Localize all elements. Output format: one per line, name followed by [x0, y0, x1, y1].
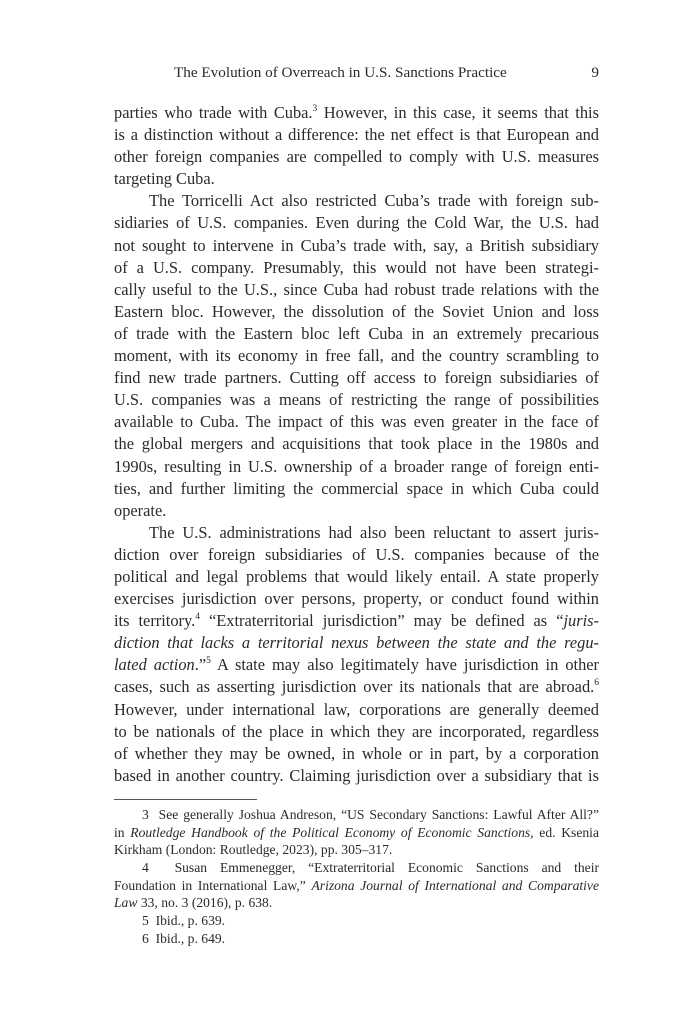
text-line: the global mergers and acquisitions that took place in the 1980s and [114, 434, 599, 454]
text-line: of trade with the Eastern bloc left Cuba in an extremely precarious [114, 323, 599, 343]
running-head [114, 62, 599, 84]
footnote [114, 859, 599, 912]
text-line: diction over foreign subsidiaries of U.S. companies because of the [114, 544, 599, 564]
text-line: ties, and further limiting the commercial space in which Cuba could [114, 478, 599, 498]
footnote-line: 5 Ibid., p. 639. [142, 913, 226, 929]
text-line: 1990s, resulting in U.S. ownership of a broader range of foreign enti- [114, 456, 599, 476]
footnote-number: 5 [142, 913, 156, 929]
footnote-line: 4 Susan Emmenegger, “Extraterritorial Economic Sanctions and their [142, 860, 599, 876]
running-head-title: The Evolution of Overreach in U.S. Sanctions Practice [174, 64, 507, 81]
text-line: of a U.S. company. Presumably, this would not have been strategi- [114, 257, 599, 277]
text-line: not sought to intervene in Cuba’s trade with, say, a British subsidiary [114, 235, 599, 255]
text-line: cases, such as asserting jurisdiction over its nationals that are abroad.$^6$ [114, 677, 599, 697]
footnote [114, 930, 599, 948]
text-line: exercises jurisdiction over persons, property, or conduct found within [114, 589, 599, 609]
text-line: sidiaries of U.S. companies. Even during the Cold War, the U.S. had [114, 213, 599, 233]
footnote-number: 3 [142, 807, 159, 822]
text-line: of whether they may be owned, in whole or in part, by a corporation [114, 743, 599, 763]
footnote-line: in Routledge Handbook of the Political Economy of Economic Sanctions, ed. Ksenia [114, 824, 599, 840]
text-line: targeting Cuba. [114, 169, 215, 189]
footnote [114, 912, 599, 930]
text-line: parties who trade with Cuba.$^3$ However, in this case, it seems that this [114, 103, 599, 122]
italic-text: Law [114, 895, 138, 911]
footnote [114, 806, 599, 859]
text-line: Eastern bloc. However, the dissolution of the Soviet Union and loss [114, 301, 599, 321]
text-line: to be nationals of the place in which they are incorporated, regardless [114, 721, 599, 741]
text-line: is a distinction without a difference: the net effect is that European and [114, 125, 599, 145]
italic-text: juris- [563, 611, 600, 631]
footnote-reference[interactable]: 5 [206, 655, 211, 666]
footnotes [114, 806, 599, 948]
text-line: lated action.”$^5$ A state may also legitimately have jurisdiction in other [114, 655, 599, 675]
italic-text: Routledge Handbook of the Political Economy of Economic Sanctions, [130, 824, 534, 840]
footnote-line: 6 Ibid., p. 649. [142, 930, 226, 946]
footnote-number: 6 [142, 930, 156, 946]
italic-text: diction that lacks a territorial nexus between the state and the regu- [114, 633, 599, 653]
italic-text: lated action [114, 655, 195, 675]
footnote-line: 3 See generally Joshua Andreson, “US Secondary Sanctions: Lawful After All?” [142, 807, 600, 822]
text-line: other foreign companies are compelled to comply with U.S. measures [114, 147, 599, 167]
text-line: moment, with its economy in free fall, and the country scrambling to [114, 346, 599, 366]
paragraph [114, 190, 599, 521]
text-line: operate. [114, 500, 167, 520]
footnote-reference[interactable]: 6 [594, 677, 599, 688]
text-line: based in another country. Claiming jurisdiction over a subsidiary that is [114, 765, 599, 785]
text-line: political and legal problems that would likely entail. A state properly [114, 566, 599, 586]
text-line: U.S. companies was a means of restricting the range of possibilities [114, 390, 599, 410]
italic-text: Arizona Journal of International and Comparative [311, 877, 599, 893]
footnote-line: Kirkham (London: Routledge, 2023), pp. 305–317. [114, 842, 393, 858]
footnote-line: Foundation in International Law,” Arizona Journal of International and Comparative [114, 877, 599, 893]
text-line: The Torricelli Act also restricted Cuba’s trade with foreign sub- [149, 191, 599, 211]
text-line: However, under international law, corporations are generally deemed [114, 699, 599, 719]
text-line: available to Cuba. The impact of this was even greater in the face of [114, 412, 599, 432]
footnote-separator [114, 799, 257, 800]
text-line: The U.S. administrations had also been reluctant to assert juris- [149, 522, 599, 542]
text-line: find new trade partners. Cutting off access to foreign subsidiaries of [114, 368, 599, 388]
text-line: cally useful to the U.S., since Cuba had robust trade relations with the [114, 279, 599, 299]
footnote-reference[interactable]: 4 [195, 611, 200, 622]
page-number: 9 [591, 64, 599, 81]
text-line [114, 632, 599, 654]
footnote-number: 4 [142, 860, 175, 876]
footnote-line: Law 33, no. 3 (2016), p. 638. [114, 895, 273, 911]
text-line: its territory.$^4$ “Extraterritorial jurisdiction” may be defined as “juris- [114, 611, 600, 631]
paragraph [114, 102, 599, 190]
footnote-reference[interactable]: 3 [312, 103, 318, 114]
body-text [114, 102, 599, 787]
paragraph [114, 522, 599, 787]
